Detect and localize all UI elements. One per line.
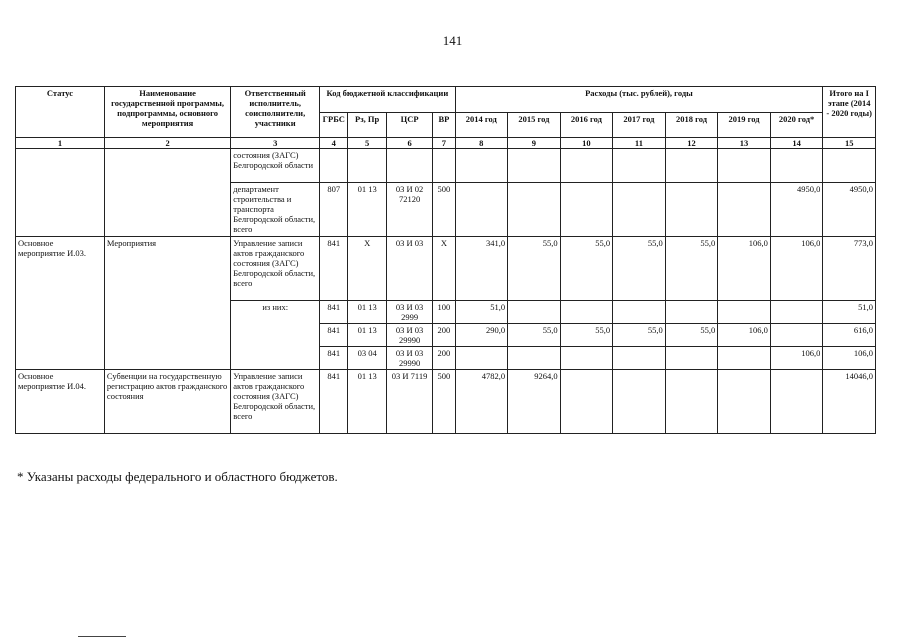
status-cell xyxy=(16,149,105,237)
header-year: 2014 год xyxy=(455,112,508,138)
rzpr-cell: 01 13 xyxy=(348,183,386,237)
value-cell xyxy=(665,370,718,434)
name-cell: Мероприятия xyxy=(104,237,230,370)
value-cell xyxy=(560,301,613,324)
total-cell: 4950,0 xyxy=(823,183,876,237)
vr-cell xyxy=(433,149,455,183)
header-year: 2018 год xyxy=(665,112,718,138)
column-number: 7 xyxy=(433,138,455,149)
column-number: 15 xyxy=(823,138,876,149)
budget-table xyxy=(15,86,876,434)
column-number: 3 xyxy=(231,138,320,149)
vr-cell: 100 xyxy=(433,301,455,324)
grbs-cell: 841 xyxy=(320,324,348,347)
table-row xyxy=(16,237,876,301)
table-row xyxy=(16,149,876,183)
value-cell xyxy=(613,183,666,237)
grbs-cell: 841 xyxy=(320,237,348,301)
value-cell xyxy=(613,301,666,324)
header-year: 2015 год xyxy=(508,112,561,138)
value-cell xyxy=(560,347,613,370)
value-cell: 55,0 xyxy=(665,324,718,347)
value-cell: 55,0 xyxy=(508,237,561,301)
value-cell: 55,0 xyxy=(613,237,666,301)
header-rzpr: Рз, Пр xyxy=(348,112,386,138)
value-cell xyxy=(718,149,771,183)
value-cell xyxy=(560,149,613,183)
grbs-cell: 841 xyxy=(320,370,348,434)
value-cell: 106,0 xyxy=(718,237,771,301)
table-row xyxy=(16,370,876,434)
value-cell xyxy=(613,347,666,370)
vr-cell: 500 xyxy=(433,183,455,237)
value-cell xyxy=(508,183,561,237)
header-year: 2017 год xyxy=(613,112,666,138)
total-cell: 106,0 xyxy=(823,347,876,370)
value-cell xyxy=(770,149,823,183)
value-cell xyxy=(770,324,823,347)
header-year: 2019 год xyxy=(718,112,771,138)
name-cell xyxy=(104,149,230,237)
column-number: 4 xyxy=(320,138,348,149)
column-number: 5 xyxy=(348,138,386,149)
rzpr-cell: 03 04 xyxy=(348,347,386,370)
csr-cell: 03 И 03 2999 xyxy=(386,301,432,324)
header-status: Статус xyxy=(16,87,105,138)
rzpr-cell: 01 13 xyxy=(348,301,386,324)
value-cell: 4950,0 xyxy=(770,183,823,237)
header-csr: ЦСР xyxy=(386,112,432,138)
grbs-cell xyxy=(320,149,348,183)
header-grbs: ГРБС xyxy=(320,112,348,138)
value-cell: 290,0 xyxy=(455,324,508,347)
value-cell: 55,0 xyxy=(613,324,666,347)
value-cell: 4782,0 xyxy=(455,370,508,434)
total-cell: 773,0 xyxy=(823,237,876,301)
column-number: 1 xyxy=(16,138,105,149)
value-cell xyxy=(665,301,718,324)
column-number: 9 xyxy=(508,138,561,149)
value-cell xyxy=(718,370,771,434)
column-number: 11 xyxy=(613,138,666,149)
csr-cell: 03 И 02 72120 xyxy=(386,183,432,237)
value-cell xyxy=(560,183,613,237)
value-cell: 106,0 xyxy=(770,237,823,301)
value-cell: 55,0 xyxy=(560,324,613,347)
header-name: Наименование государственной программы, подпрограммы, основного мероприятия xyxy=(104,87,230,138)
value-cell xyxy=(508,301,561,324)
value-cell: 55,0 xyxy=(508,324,561,347)
executor-cell: Управление записи актов гражданского состояния (ЗАГС) Белгородской области, всего xyxy=(231,237,320,301)
header-vr: ВР xyxy=(433,112,455,138)
value-cell xyxy=(613,370,666,434)
grbs-cell: 807 xyxy=(320,183,348,237)
column-number: 6 xyxy=(386,138,432,149)
value-cell xyxy=(455,347,508,370)
value-cell xyxy=(770,301,823,324)
value-cell: 341,0 xyxy=(455,237,508,301)
column-number: 10 xyxy=(560,138,613,149)
footnote: * Указаны расходы федерального и областного бюджетов. xyxy=(17,469,338,484)
column-number-row xyxy=(16,138,876,149)
csr-cell xyxy=(386,149,432,183)
total-cell: 51,0 xyxy=(823,301,876,324)
name-cell: Субвенции на государственную регистрацию актов гражданского состояния xyxy=(104,370,230,434)
header-total: Итого на I этапе (2014 - 2020 годы) xyxy=(823,87,876,138)
executor-cell: из них: xyxy=(231,301,320,370)
value-cell xyxy=(665,149,718,183)
status-cell: Основное мероприятие И.04. xyxy=(16,370,105,434)
total-cell: 14046,0 xyxy=(823,370,876,434)
column-number: 12 xyxy=(665,138,718,149)
rzpr-cell: 01 13 xyxy=(348,370,386,434)
value-cell: 55,0 xyxy=(665,237,718,301)
header-expenses: Расходы (тыс. рублей), годы xyxy=(455,87,823,113)
executor-cell: состояния (ЗАГС) Белгородской области xyxy=(231,149,320,183)
rzpr-cell: Х xyxy=(348,237,386,301)
value-cell xyxy=(455,183,508,237)
executor-cell: департамент строительства и транспорта Белгородской области, всего xyxy=(231,183,320,237)
value-cell xyxy=(665,183,718,237)
vr-cell: 500 xyxy=(433,370,455,434)
csr-cell: 03 И 7119 xyxy=(386,370,432,434)
value-cell xyxy=(665,347,718,370)
grbs-cell: 841 xyxy=(320,347,348,370)
rzpr-cell xyxy=(348,149,386,183)
header-year: 2016 год xyxy=(560,112,613,138)
status-cell: Основное мероприятие И.03. xyxy=(16,237,105,370)
header-year: 2020 год* xyxy=(770,112,823,138)
csr-cell: 03 И 03 29990 xyxy=(386,347,432,370)
vr-cell: 200 xyxy=(433,347,455,370)
value-cell: 106,0 xyxy=(718,324,771,347)
value-cell: 55,0 xyxy=(560,237,613,301)
bottom-rule xyxy=(78,636,126,637)
vr-cell: Х xyxy=(433,237,455,301)
vr-cell: 200 xyxy=(433,324,455,347)
page-number: 141 xyxy=(442,33,463,48)
value-cell xyxy=(770,370,823,434)
header-budget-code: Код бюджетной классификации xyxy=(320,87,455,113)
csr-cell: 03 И 03 29990 xyxy=(386,324,432,347)
value-cell: 51,0 xyxy=(455,301,508,324)
column-number: 8 xyxy=(455,138,508,149)
value-cell xyxy=(718,301,771,324)
value-cell xyxy=(508,149,561,183)
value-cell: 106,0 xyxy=(770,347,823,370)
rzpr-cell: 01 13 xyxy=(348,324,386,347)
column-number: 2 xyxy=(104,138,230,149)
executor-cell: Управление записи актов гражданского состояния (ЗАГС) Белгородской области, всего xyxy=(231,370,320,434)
value-cell xyxy=(508,347,561,370)
value-cell xyxy=(718,347,771,370)
value-cell xyxy=(718,183,771,237)
value-cell xyxy=(613,149,666,183)
total-cell xyxy=(823,149,876,183)
csr-cell: 03 И 03 xyxy=(386,237,432,301)
value-cell: 9264,0 xyxy=(508,370,561,434)
total-cell: 616,0 xyxy=(823,324,876,347)
value-cell xyxy=(560,370,613,434)
column-number: 13 xyxy=(718,138,771,149)
grbs-cell: 841 xyxy=(320,301,348,324)
header-executor: Ответственный исполнитель, соисполнители, участники xyxy=(231,87,320,138)
value-cell xyxy=(455,149,508,183)
column-number: 14 xyxy=(770,138,823,149)
header-row-top xyxy=(16,87,876,113)
